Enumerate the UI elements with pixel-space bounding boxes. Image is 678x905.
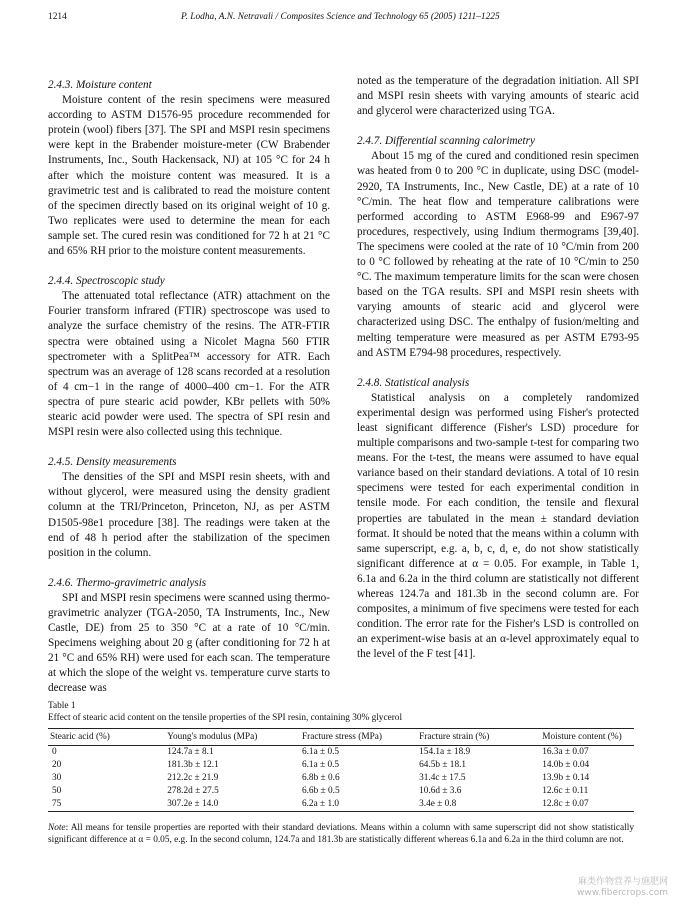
section-statistical-analysis (357, 376, 639, 663)
section-thermo-gravimetric (48, 576, 330, 697)
continued-paragraph: noted as the temperature of the degradation initiation. All SPI and MSPI resin sheets with varying amounts of stearic acid and glycerol were characterized using TGA. (357, 75, 639, 118)
table-cell: 31.4c ± 17.5 (419, 773, 466, 783)
table-cell: 20 (52, 760, 62, 770)
table-cell: 307.2e ± 14.0 (167, 799, 219, 809)
table-note (48, 822, 634, 846)
table-row (48, 785, 634, 798)
right-column (357, 74, 639, 662)
column-header: Young's modulus (MPa) (167, 732, 258, 742)
table-cell: 12.6c ± 0.11 (542, 786, 589, 796)
section-spectroscopic-study (48, 274, 330, 440)
table-cell: 6.1a ± 0.5 (301, 747, 340, 757)
tensile-properties-table (48, 728, 634, 812)
table-cell: 6.8b ± 0.6 (301, 773, 340, 783)
table-caption: Effect of stearic acid content on the tensile properties of the SPI resin, containing 30% glycerol (48, 713, 403, 723)
section-paragraph: SPI and MSPI resin specimens were scanned using thermo-gravimetric analyzer (TGA-2050, TA Instruments, Inc., New Castle, DE) from 25 to 350 °C at a rate of 10 °C/min. Specimens weighing about 20 g (after conditioning for 72 h at 21 °C and 65% RH) were used for each scan. The temperature at which the slope of the weight vs. temperature curve starts to decrease was (48, 591, 330, 695)
table-cell: 6.6b ± 0.5 (301, 786, 340, 796)
section-paragraph: Statistical analysis on a completely randomized experimental design was performed using Fisher's protected least significant difference (Fisher's LSD) procedure for multiple comparisons and two-sample t-test for comparing two means. For the t-test, the means were assumed to have equal variance based on their standard deviations. A total of 10 resin specimens were tested for each experimental condition in tensile mode. For each condition, the tensile and flexural properties are tabulated in the mean ± standard deviation format. It should be noted that the means within a column with same superscript, e.g. a, b, c, d, e, do not show statistically significant difference at α = 0.05. For example, in Table 1, 6.1a and 6.2a in the third column are statistically not different whereas 124.7a and 181.3b in the second column are. For composites, a minimum of five specimens were tested for each condition. The error rate for the Fisher's LSD is controlled on an experiment-wise basis at an α-level approximately equal to the level of the F test [41]. (357, 391, 639, 661)
table-row (48, 746, 634, 760)
table-cell: 124.7a ± 8.1 (167, 747, 214, 757)
left-column (48, 78, 330, 697)
table-cell: 12.8c ± 0.07 (542, 799, 589, 809)
section-heading: 2.4.6. Thermo-gravimetric analysis (48, 576, 207, 589)
column-header: Moisture content (%) (542, 732, 622, 742)
section-moisture-content (48, 78, 330, 259)
column-header: Stearic acid (%) (50, 732, 110, 742)
continued-text (357, 74, 639, 119)
table-cell: 3.4e ± 0.8 (419, 799, 457, 809)
table-cell: 278.2d ± 27.5 (167, 786, 219, 796)
watermark-line: www.fibercrops.com (577, 888, 668, 898)
section-heading: 2.4.8. Statistical analysis (357, 376, 470, 389)
table-cell: 64.5b ± 18.1 (419, 760, 467, 770)
table-cell: 30 (52, 773, 62, 783)
table-cell: 10.6d ± 3.6 (419, 786, 462, 796)
page-number: 1214 (48, 12, 67, 22)
table-body (48, 746, 634, 812)
watermark-line: 麻类作物营养与施肥网 (577, 877, 668, 887)
running-title: P. Lodha, A.N. Netravali / Composites Science and Technology 65 (2005) 1211–1225 (181, 12, 500, 22)
table-cell: 6.2a ± 1.0 (301, 799, 340, 809)
section-heading: 2.4.5. Density measurements (48, 456, 177, 469)
table-row (48, 798, 634, 812)
section-heading: 2.4.3. Moisture content (48, 79, 152, 91)
table-header-row (48, 729, 634, 746)
site-watermark (577, 877, 668, 899)
section-paragraph: The densities of the SPI and MSPI resin sheets, with and without glycerol, were measured using the density gradient column at the TRI/Princeton, Princeton, NJ, as per ASTM D1505-98e1 procedure [38]. The readings were taken at the end of 48 h period after the stabilization of the specimen position in the column. (48, 471, 330, 559)
column-header: Fracture stress (MPa) (301, 732, 382, 742)
section-paragraph: Moisture content of the resin specimens were measured according to ASTM D1576-95 procedure recommended for protein (wool) fibers [37]. The SPI and MSPI resin specimens were kept in the Brabender moisture-meter (CW Brabender Instruments, Inc., South Hackensack, NJ) at 105 °C for 24 h after which the moisture content was measured. It is a gravimetric test and is calibrated to read the moisture content of the specimen directly based on its original weight of 10 g. Two replicates were used to determine the mean for each sample set. The cured resin was conditioned for 72 h at 21 °C and 65% RH prior to the moisture content measurements. (48, 94, 330, 258)
running-header (48, 12, 634, 26)
table-row (48, 759, 634, 772)
table-cell: 154.1a ± 18.9 (419, 747, 471, 757)
section-paragraph: The attenuated total reflectance (ATR) attachment on the Fourier transform infrared (FTIR) spectroscope was used to analyze the surface chemistry of the resins. The ATR-FTIR spectra were obtained using a Nicolet Magna 560 FTIR spectrometer with a SplitPea™ accessory for ATR. Each spectrum was an average of 128 scans recorded at a resolution of 4 cm−1 in the range of 4000–400 cm−1. For the ATR spectra of pure stearic acid powder, KBr pellets with 50% stearic acid powder were used. The spectra of SPI resin and MSPI resin were also collected using this technique. (48, 290, 330, 439)
note-label: Note (48, 823, 66, 833)
column-header: Fracture strain (%) (419, 732, 490, 742)
table-cell: 50 (52, 786, 62, 796)
note-text: : All means for tensile properties are reported with their standard deviations. Means within a column with same superscript did not show statistically significant difference at α = 0.05, e.g. In the second column, 124.7a and 181.3b are statistically different whereas 6.1a and 6.2a in the third column are not. (48, 823, 634, 845)
section-dsc (357, 134, 639, 360)
table-1 (48, 700, 634, 846)
section-paragraph: About 15 mg of the cured and conditioned resin specimen was heated from 0 to 200 °C in duplicate, using DSC (model-2920, TA Instruments, Inc., New Castle, DE) at a rate of 10 °C/min. The heat flow and temperature calibrations were performed according to ASTM E968-99 and E967-97 procedures, respectively, using Indium thermograms [39,40]. The specimens were cooled at the rate of 10 °C/min from 200 to 0 °C followed by reheating at the rate of 10 °C/min to 250 °C. The maximum temperature limits for the scan were chosen based on the TGA results. SPI and MSPI resin sheets with varying amounts of stearic acid and glycerol were characterized using DSC. The enthalpy of fusion/melting and melting temperature were measured as per ASTM E793-95 and ASTM E794-98 procedures, respectively. (357, 150, 639, 359)
table-cell: 14.0b ± 0.04 (542, 760, 590, 770)
table-row (48, 772, 634, 785)
table-cell: 6.1a ± 0.5 (301, 760, 340, 770)
table-cell: 0 (52, 747, 57, 757)
table-cell: 13.9b ± 0.14 (542, 773, 590, 783)
section-heading: 2.4.7. Differential scanning calorimetry (357, 135, 535, 148)
table-cell: 181.3b ± 12.1 (167, 760, 219, 770)
table-cell: 212.2c ± 21.9 (167, 773, 219, 783)
table-label: Table 1 (48, 701, 76, 711)
section-heading: 2.4.4. Spectroscopic study (48, 275, 165, 288)
table-cell: 16.3a ± 0.07 (542, 747, 589, 757)
section-density-measurements (48, 455, 330, 561)
table-cell: 75 (52, 799, 62, 809)
